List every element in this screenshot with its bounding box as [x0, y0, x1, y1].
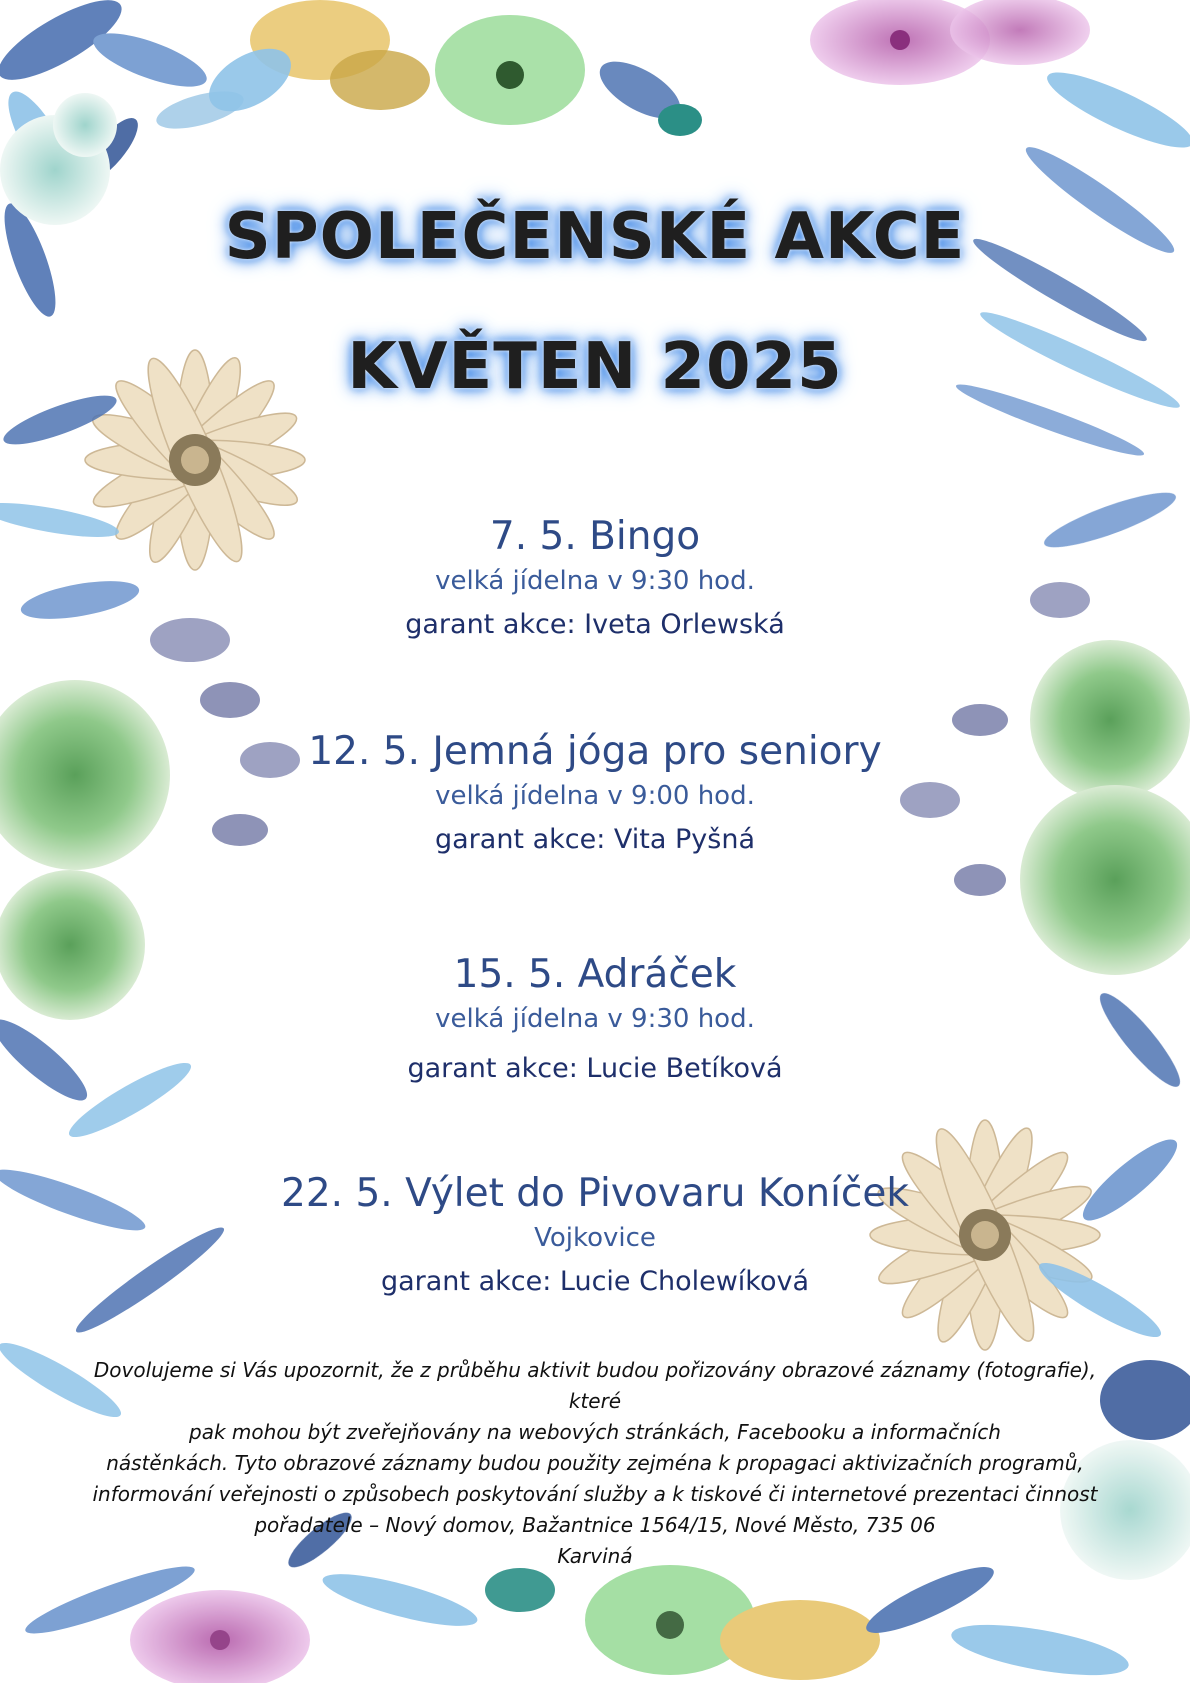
- poster-title: SPOLEČENSKÉ AKCE: [224, 200, 966, 274]
- notice-line: Karviná: [557, 1544, 633, 1568]
- poster-subtitle-month: KVĚTEN 2025: [347, 330, 843, 404]
- top-flowers: [199, 0, 702, 136]
- event-title: 12. 5. Jemná jóga pro seniory: [308, 729, 882, 774]
- event-item: [0, 1172, 1190, 1302]
- notice-line: pak mohou být zveřejňovány na webových stránkách, Facebooku a informačních: [189, 1420, 1001, 1444]
- event-item: [0, 953, 1190, 1089]
- event-title: 7. 5. Bingo: [489, 514, 701, 559]
- event-guarantor: garant akce: Lucie Cholewíková: [380, 1265, 810, 1297]
- event-place: velká jídelna v 9:30 hod.: [435, 565, 755, 596]
- event-place: velká jídelna v 9:00 hod.: [435, 780, 755, 811]
- notice-line: informování veřejnosti o způsobech poskytování služby a k tiskové či internetové prezentaci činnost: [92, 1482, 1098, 1506]
- photo-consent-notice: [80, 1355, 1110, 1572]
- notice-line: Dovolujeme si Vás upozornit, že z průběhu aktivit budou pořizovány obrazové záznamy (fotografie), které: [93, 1358, 1097, 1413]
- notice-line: nástěnkách. Tyto obrazové záznamy budou použity zejména k propagaci aktivizačních programů,: [106, 1451, 1084, 1475]
- event-title: 15. 5. Adráček: [453, 952, 737, 997]
- notice-line: pořadatele – Nový domov, Bažantnice 1564/15, Nové Město, 735 06: [254, 1513, 936, 1537]
- event-item: [0, 730, 1190, 860]
- event-guarantor: garant akce: Vita Pyšná: [434, 823, 755, 855]
- event-place: Vojkovice: [534, 1222, 656, 1253]
- event-place: velká jídelna v 9:30 hod.: [435, 1003, 755, 1034]
- event-guarantor: garant akce: Iveta Orlewská: [405, 608, 785, 640]
- event-item: [0, 515, 1190, 645]
- event-title: 22. 5. Výlet do Pivovaru Koníček: [281, 1171, 909, 1216]
- event-guarantor: garant akce: Lucie Betíková: [407, 1052, 783, 1084]
